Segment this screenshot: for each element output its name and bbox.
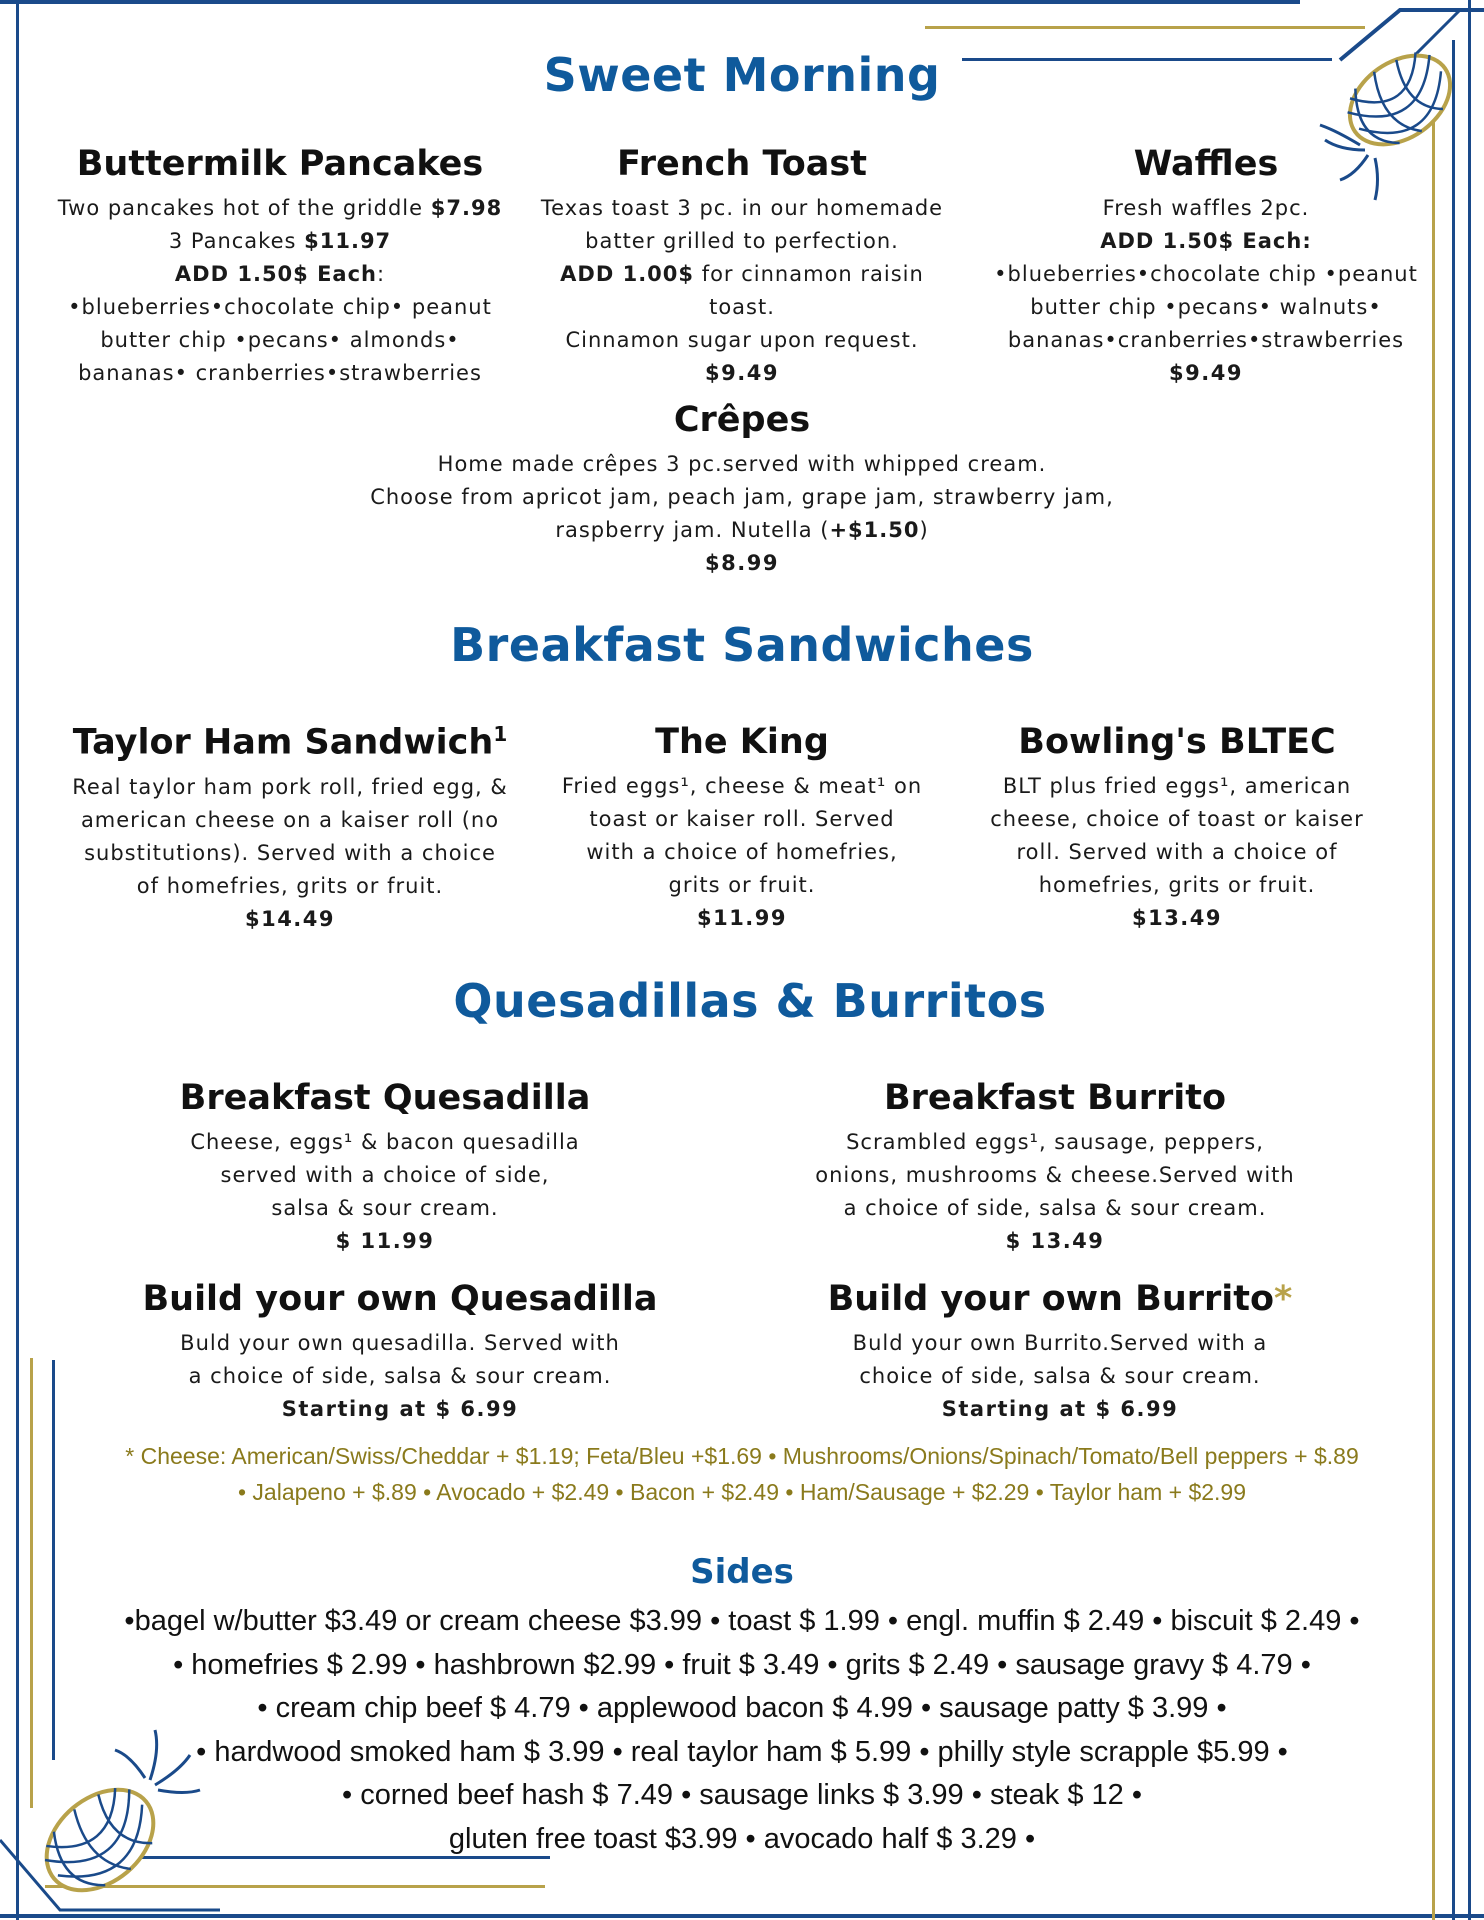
price: $11.97 bbox=[304, 229, 392, 253]
price: Starting at $ 6.99 bbox=[941, 1397, 1179, 1421]
desc-line: Fresh waffles 2pc. bbox=[1102, 196, 1310, 220]
menu-item-the-king bbox=[542, 722, 942, 935]
desc-line: butter chip •pecans• walnuts• bbox=[1030, 295, 1382, 319]
price: $9.49 bbox=[1169, 361, 1243, 385]
desc-line: Two pancakes hot of the griddle bbox=[57, 196, 424, 220]
item-title: Bowling's BLTEC bbox=[1018, 722, 1336, 762]
item-description bbox=[520, 192, 964, 390]
desc-line: •blueberries•chocolate chip •peanut bbox=[994, 262, 1418, 286]
section-title-quesadillas-burritos: Quesadillas & Burritos bbox=[453, 974, 1047, 1028]
desc-line: Choose from apricot jam, peach jam, grape jam, strawberry jam, bbox=[370, 485, 1114, 509]
sides-line: • hardwood smoked ham $ 3.99 • real taylor ham $ 5.99 • philly style scrapple $5.99 • bbox=[196, 1735, 1288, 1768]
item-title: French Toast bbox=[617, 144, 867, 184]
price: +$1.50 bbox=[829, 518, 920, 542]
add-colon: : bbox=[377, 262, 386, 286]
frame-bottom-line bbox=[0, 1914, 1484, 1918]
desc-line: salsa & sour cream. bbox=[271, 1196, 499, 1220]
extras-line: * Cheese: American/Swiss/Cheddar + $1.19; Feta/Bleu +$1.69 • Mushrooms/Onions/Spinach/Tomato/Bell peppers + $.89 bbox=[125, 1443, 1359, 1469]
add-label: ADD 1.00$ bbox=[560, 262, 695, 286]
section-title-breakfast-sandwiches: Breakfast Sandwiches bbox=[450, 618, 1034, 672]
item-description bbox=[50, 192, 510, 390]
item-title: Waffles bbox=[1133, 144, 1279, 184]
asterisk-marker: * bbox=[1274, 1279, 1293, 1319]
desc-line: of homefries, grits or fruit. bbox=[136, 873, 444, 898]
desc-line: choice of side, salsa & sour cream. bbox=[859, 1364, 1261, 1388]
desc-line: toast or kaiser roll. Served bbox=[589, 807, 895, 831]
desc-line: butter chip •pecans• almonds• bbox=[100, 328, 460, 352]
desc-line: 3 Pancakes bbox=[168, 229, 297, 253]
desc-line: Buld your own Burrito.Served with a bbox=[852, 1331, 1268, 1355]
menu-item-french-toast bbox=[520, 144, 964, 390]
desc-line: bananas•cranberries•strawberries bbox=[1007, 328, 1405, 352]
extras-line: • Jalapeno + $.89 • Avocado + $2.49 • Bacon + $2.49 • Ham/Sausage + $2.29 • Taylor ham + $2.99 bbox=[237, 1479, 1247, 1505]
extras-note bbox=[30, 1438, 1454, 1510]
desc-line: cheese, choice of toast or kaiser bbox=[990, 807, 1364, 831]
add-label: ADD 1.50$ Each: bbox=[1100, 229, 1312, 253]
price: $13.49 bbox=[1131, 906, 1223, 930]
desc-line: served with a choice of side, bbox=[220, 1163, 550, 1187]
price: $11.99 bbox=[696, 906, 788, 930]
item-description bbox=[800, 1126, 1310, 1258]
desc-line: Texas toast 3 pc. in our homemade bbox=[540, 196, 944, 220]
item-description bbox=[990, 192, 1422, 390]
sides-line: •bagel w/butter $3.49 or cream cheese $3.99 • toast $ 1.99 • engl. muffin $ 2.49 • biscuit $ 2.49 • bbox=[124, 1605, 1360, 1637]
item-title: Crêpes bbox=[673, 400, 811, 440]
desc-line: Fried eggs¹, cheese & meat¹ on bbox=[561, 774, 923, 798]
item-title: Breakfast Burrito bbox=[883, 1078, 1227, 1118]
item-title: Build your own Quesadilla bbox=[142, 1279, 658, 1319]
item-title: The King bbox=[655, 722, 829, 762]
desc-line: raspberry jam. Nutella ( bbox=[555, 518, 830, 542]
menu-item-waffles bbox=[990, 144, 1422, 390]
desc-line: grits or fruit. bbox=[668, 873, 816, 897]
sides-list bbox=[40, 1600, 1444, 1861]
menu-item-build-your-own-burrito bbox=[800, 1279, 1320, 1426]
item-description bbox=[972, 770, 1382, 935]
desc-line: homefries, grits or fruit. bbox=[1038, 873, 1316, 897]
desc-line: batter grilled to perfection. bbox=[585, 229, 899, 253]
desc-line: Cheese, eggs¹ & bacon quesadilla bbox=[190, 1130, 580, 1154]
desc-line: for cinnamon raisin bbox=[694, 262, 924, 286]
item-description bbox=[150, 1126, 620, 1258]
desc-line: american cheese on a kaiser roll (no bbox=[80, 807, 500, 832]
sides-line: • homefries $ 2.99 • hashbrown $2.99 • fruit $ 3.49 • grits $ 2.49 • sausage gravy $ 4.79 • bbox=[173, 1648, 1311, 1681]
desc-line: Home made crêpes 3 pc.served with whipped cream. bbox=[437, 452, 1047, 476]
desc-line: Cinnamon sugar upon request. bbox=[565, 328, 919, 352]
item-description bbox=[130, 1327, 670, 1426]
item-title bbox=[800, 1279, 1320, 1319]
desc-line: toast. bbox=[709, 295, 775, 319]
item-description bbox=[342, 448, 1142, 580]
desc-line: BLT plus fried eggs¹, american bbox=[1002, 774, 1352, 798]
desc-line: Scrambled eggs¹, sausage, peppers, bbox=[846, 1130, 1264, 1154]
menu-item-breakfast-quesadilla bbox=[150, 1078, 620, 1258]
desc-line: bananas• cranberries•strawberries bbox=[78, 361, 482, 385]
item-description bbox=[800, 1327, 1320, 1426]
desc-line: •blueberries•chocolate chip• peanut bbox=[68, 295, 492, 319]
footnote-marker: 1 bbox=[493, 722, 508, 746]
menu-item-build-your-own-quesadilla bbox=[130, 1279, 670, 1426]
item-title-text: Build your own Burrito bbox=[827, 1279, 1275, 1319]
section-title-sweet-morning: Sweet Morning bbox=[543, 48, 941, 102]
desc-line: a choice of side, salsa & sour cream. bbox=[188, 1364, 612, 1388]
item-title: Buttermilk Pancakes bbox=[76, 144, 484, 184]
sides-line: gluten free toast $3.99 • avocado half $ 3.29 • bbox=[448, 1822, 1036, 1855]
frame-right-line bbox=[1468, 0, 1471, 1920]
price: $14.49 bbox=[244, 906, 336, 931]
menu-item-taylor-ham-sandwich bbox=[60, 722, 520, 936]
frame-top-line bbox=[0, 0, 1300, 4]
price: $7.98 bbox=[430, 196, 503, 220]
desc-line: Buld your own quesadilla. Served with bbox=[180, 1331, 620, 1355]
menu-item-crepes bbox=[342, 400, 1142, 580]
desc-line: with a choice of homefries, bbox=[586, 840, 898, 864]
desc-line: Real taylor ham pork roll, fried egg, & bbox=[72, 774, 508, 799]
item-description bbox=[60, 771, 520, 936]
add-label: ADD 1.50$ Each bbox=[174, 262, 377, 286]
menu-item-buttermilk-pancakes bbox=[50, 144, 510, 390]
price: Starting at $ 6.99 bbox=[281, 1397, 519, 1421]
desc-line: roll. Served with a choice of bbox=[1016, 840, 1338, 864]
menu-item-bowlings-bltec bbox=[972, 722, 1382, 935]
item-description bbox=[542, 770, 942, 935]
price: $ 11.99 bbox=[335, 1229, 435, 1253]
price: $8.99 bbox=[705, 551, 779, 575]
price: $ 13.49 bbox=[1005, 1229, 1105, 1253]
sides-line: • cream chip beef $ 4.79 • applewood bacon $ 4.99 • sausage patty $ 3.99 • bbox=[257, 1692, 1227, 1724]
item-title bbox=[60, 722, 520, 763]
menu-item-breakfast-burrito bbox=[800, 1078, 1310, 1258]
desc-line: ) bbox=[919, 518, 929, 542]
price: $9.49 bbox=[705, 361, 779, 385]
section-title-sides: Sides bbox=[690, 1552, 794, 1592]
item-title-text: Taylor Ham Sandwich bbox=[72, 722, 494, 763]
item-title: Breakfast Quesadilla bbox=[179, 1078, 591, 1118]
sides-line: • corned beef hash $ 7.49 • sausage links $ 3.99 • steak $ 12 • bbox=[342, 1779, 1142, 1811]
frame-left-line bbox=[16, 0, 19, 1920]
desc-line: onions, mushrooms & cheese.Served with bbox=[815, 1163, 1295, 1187]
desc-line: substitutions). Served with a choice bbox=[84, 840, 496, 865]
desc-line: a choice of side, salsa & sour cream. bbox=[843, 1196, 1267, 1220]
